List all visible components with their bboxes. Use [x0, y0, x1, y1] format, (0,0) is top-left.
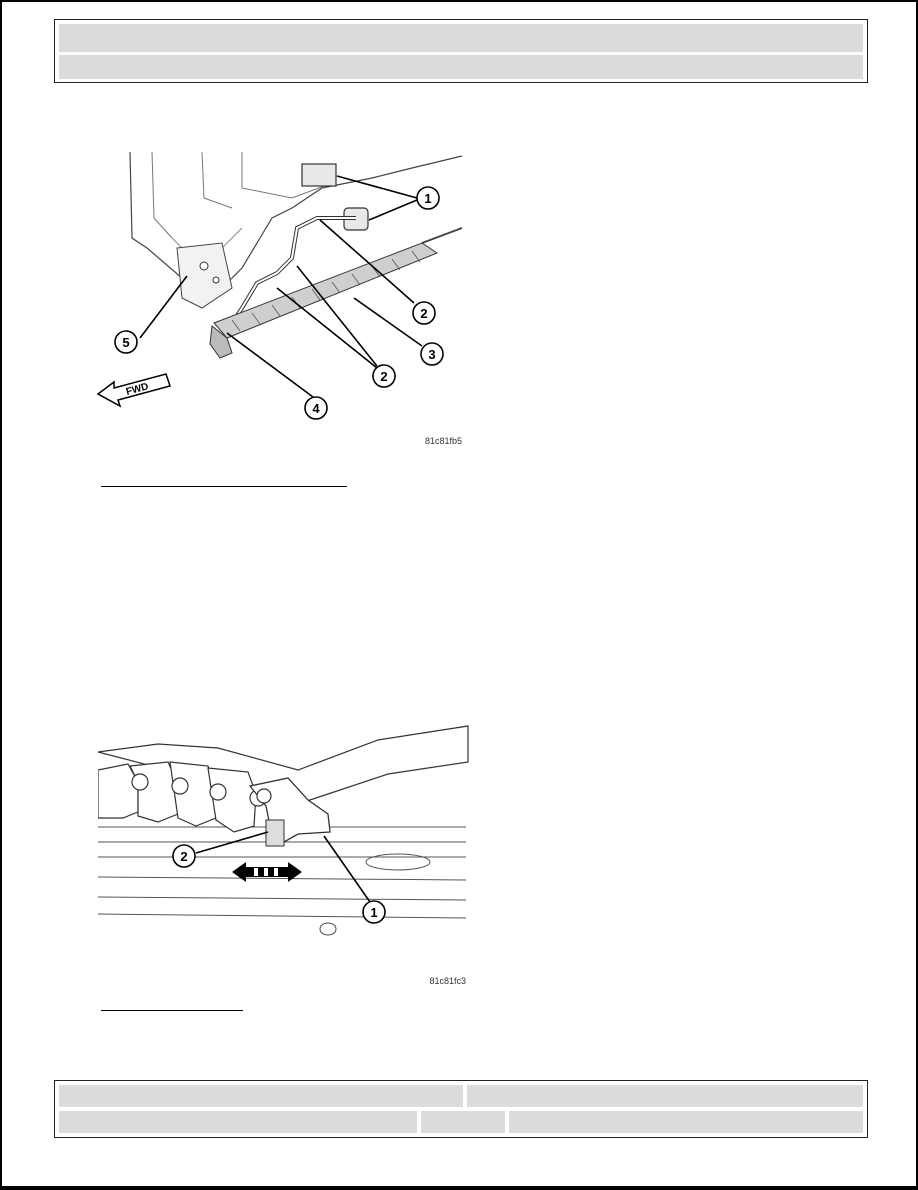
callout-3: 3	[428, 347, 436, 362]
header-title	[59, 29, 65, 43]
callout-1: 1	[370, 905, 378, 920]
footer-cell-right-top	[467, 1085, 863, 1107]
figure-2-illustration	[98, 722, 470, 990]
figure-airbag-clip	[98, 722, 470, 990]
footer-cell-left-bottom	[59, 1111, 417, 1133]
callout-2: 2	[180, 849, 188, 864]
callout-1: 1	[424, 191, 432, 206]
caption-underline-2	[101, 1010, 243, 1011]
figure-1-illustration	[92, 148, 472, 448]
callout-5: 5	[122, 335, 130, 350]
figure-2-id: 81c81fc3	[429, 976, 466, 986]
page-header	[54, 19, 868, 83]
callout-2-top: 2	[420, 306, 428, 321]
header-title-bar	[59, 24, 863, 52]
caption-underline-1	[101, 486, 347, 487]
header-subtitle	[59, 60, 65, 74]
callout-2-bottom: 2	[380, 369, 388, 384]
header-subtitle-bar	[59, 55, 863, 79]
slide-direction-arrow-icon	[232, 862, 302, 882]
footer-cell-mid-bottom	[421, 1111, 505, 1133]
figure-1-id: 81c81fb5	[424, 436, 462, 446]
page-footer	[54, 1080, 868, 1138]
footer-cell-left-top	[59, 1085, 463, 1107]
fwd-label: FWD	[124, 381, 150, 398]
figure-wire-harness	[92, 148, 472, 448]
footer-cell-right-bottom	[509, 1111, 863, 1133]
callout-4: 4	[312, 401, 320, 416]
fwd-arrow-icon	[98, 374, 170, 406]
